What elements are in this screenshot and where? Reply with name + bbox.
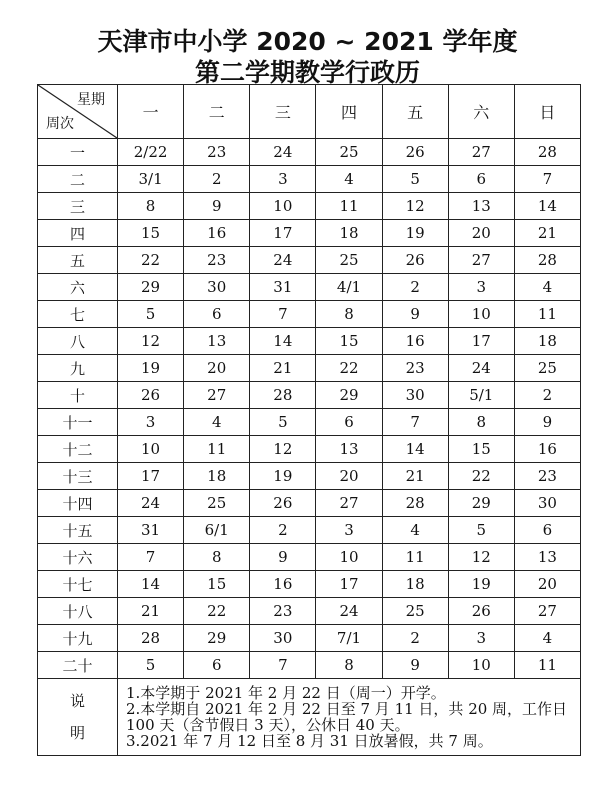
- week-row: [38, 328, 581, 355]
- day-cell: 25: [316, 247, 382, 274]
- day-cell: 6: [448, 166, 514, 193]
- header-row: [38, 85, 581, 139]
- day-cell: 4/1: [316, 274, 382, 301]
- day-cell: 7/1: [316, 625, 382, 652]
- day-cell: 2: [382, 274, 448, 301]
- day-cell: 31: [118, 517, 184, 544]
- day-cell: 5: [118, 301, 184, 328]
- week-row: [38, 625, 581, 652]
- week-row: [38, 247, 581, 274]
- day-cell: 4: [184, 409, 250, 436]
- day-cell: 16: [250, 571, 316, 598]
- day-cell: 11: [382, 544, 448, 571]
- day-cell: 30: [382, 382, 448, 409]
- day-cell: 24: [118, 490, 184, 517]
- week-label: 五: [38, 247, 118, 274]
- day-cell: 26: [382, 247, 448, 274]
- day-cell: 29: [448, 490, 514, 517]
- day-cell: 6: [184, 301, 250, 328]
- day-cell: 3: [118, 409, 184, 436]
- day-cell: 14: [514, 193, 580, 220]
- day-cell: 19: [448, 571, 514, 598]
- weekday-header: 五: [382, 85, 448, 139]
- day-cell: 24: [316, 598, 382, 625]
- day-cell: 23: [382, 355, 448, 382]
- day-cell: 20: [514, 571, 580, 598]
- day-cell: 5: [382, 166, 448, 193]
- week-row: [38, 382, 581, 409]
- day-cell: 22: [448, 463, 514, 490]
- day-cell: 23: [250, 598, 316, 625]
- day-cell: 17: [118, 463, 184, 490]
- day-cell: 6: [514, 517, 580, 544]
- corner-cell: [38, 85, 118, 139]
- day-cell: 28: [118, 625, 184, 652]
- day-cell: 7: [250, 652, 316, 679]
- day-cell: 17: [448, 328, 514, 355]
- week-label: 十二: [38, 436, 118, 463]
- day-cell: 2: [184, 166, 250, 193]
- day-cell: 29: [118, 274, 184, 301]
- week-row: [38, 139, 581, 166]
- week-row: [38, 409, 581, 436]
- day-cell: 6: [184, 652, 250, 679]
- day-cell: 28: [382, 490, 448, 517]
- day-cell: 21: [118, 598, 184, 625]
- day-cell: 23: [184, 247, 250, 274]
- note-item: 1.本学期于 2021 年 2 月 22 日（周一）开学。: [126, 684, 446, 702]
- day-cell: 7: [118, 544, 184, 571]
- day-cell: 20: [316, 463, 382, 490]
- day-cell: 4: [514, 274, 580, 301]
- week-row: [38, 571, 581, 598]
- day-cell: 9: [514, 409, 580, 436]
- day-cell: 19: [382, 220, 448, 247]
- day-cell: 3/1: [118, 166, 184, 193]
- notes-label-char: 明: [69, 724, 85, 742]
- week-row: [38, 490, 581, 517]
- notes-row: [38, 679, 581, 756]
- day-cell: 24: [250, 247, 316, 274]
- day-cell: 12: [448, 544, 514, 571]
- day-cell: 9: [382, 652, 448, 679]
- week-row: [38, 220, 581, 247]
- week-label: 二十: [38, 652, 118, 679]
- day-cell: 28: [250, 382, 316, 409]
- day-cell: 23: [184, 139, 250, 166]
- day-cell: 5: [118, 652, 184, 679]
- day-cell: 25: [514, 355, 580, 382]
- day-cell: 7: [514, 166, 580, 193]
- day-cell: 15: [118, 220, 184, 247]
- week-label: 十三: [38, 463, 118, 490]
- day-cell: 3: [250, 166, 316, 193]
- day-cell: 6: [316, 409, 382, 436]
- day-cell: 11: [184, 436, 250, 463]
- day-cell: 12: [250, 436, 316, 463]
- weekday-header: 三: [250, 85, 316, 139]
- week-label: 八: [38, 328, 118, 355]
- weekday-header: 日: [514, 85, 580, 139]
- day-cell: 4: [382, 517, 448, 544]
- day-cell: 15: [316, 328, 382, 355]
- day-cell: 16: [514, 436, 580, 463]
- day-cell: 9: [184, 193, 250, 220]
- day-cell: 24: [250, 139, 316, 166]
- day-cell: 27: [316, 490, 382, 517]
- day-cell: 12: [118, 328, 184, 355]
- day-cell: 30: [184, 274, 250, 301]
- day-cell: 15: [448, 436, 514, 463]
- day-cell: 28: [514, 139, 580, 166]
- day-cell: 7: [382, 409, 448, 436]
- day-cell: 10: [448, 652, 514, 679]
- day-cell: 20: [448, 220, 514, 247]
- notes-label-char: 说: [69, 692, 85, 710]
- day-cell: 8: [316, 652, 382, 679]
- day-cell: 5/1: [448, 382, 514, 409]
- day-cell: 31: [250, 274, 316, 301]
- day-cell: 13: [184, 328, 250, 355]
- weekday-header: 四: [316, 85, 382, 139]
- title-line-2: 第二学期教学行政历: [194, 58, 420, 87]
- week-row: [38, 598, 581, 625]
- day-cell: 14: [382, 436, 448, 463]
- week-row: [38, 436, 581, 463]
- day-cell: 30: [514, 490, 580, 517]
- day-cell: 8: [184, 544, 250, 571]
- week-row: [38, 652, 581, 679]
- day-cell: 14: [118, 571, 184, 598]
- day-cell: 2: [382, 625, 448, 652]
- day-cell: 5: [448, 517, 514, 544]
- day-cell: 26: [118, 382, 184, 409]
- day-cell: 25: [382, 598, 448, 625]
- day-cell: 7: [250, 301, 316, 328]
- day-cell: 17: [250, 220, 316, 247]
- week-label: 十五: [38, 517, 118, 544]
- week-label: 十六: [38, 544, 118, 571]
- week-label: 二: [38, 166, 118, 193]
- day-cell: 12: [382, 193, 448, 220]
- day-cell: 23: [514, 463, 580, 490]
- day-cell: 8: [448, 409, 514, 436]
- day-cell: 3: [316, 517, 382, 544]
- day-cell: 13: [448, 193, 514, 220]
- day-cell: 21: [514, 220, 580, 247]
- day-cell: 22: [118, 247, 184, 274]
- day-cell: 4: [316, 166, 382, 193]
- week-row: [38, 355, 581, 382]
- day-cell: 22: [184, 598, 250, 625]
- week-label: 三: [38, 193, 118, 220]
- day-cell: 2: [250, 517, 316, 544]
- day-cell: 16: [184, 220, 250, 247]
- week-label: 一: [38, 139, 118, 166]
- day-cell: 17: [316, 571, 382, 598]
- weekday-header: 二: [184, 85, 250, 139]
- notes-label: [38, 679, 118, 756]
- day-cell: 13: [514, 544, 580, 571]
- week-label: 十一: [38, 409, 118, 436]
- day-cell: 2: [514, 382, 580, 409]
- week-row: [38, 193, 581, 220]
- day-cell: 11: [514, 652, 580, 679]
- week-label: 七: [38, 301, 118, 328]
- week-label: 九: [38, 355, 118, 382]
- day-cell: 2/22: [118, 139, 184, 166]
- day-cell: 18: [184, 463, 250, 490]
- week-label: 四: [38, 220, 118, 247]
- day-cell: 22: [316, 355, 382, 382]
- day-cell: 26: [382, 139, 448, 166]
- day-cell: 27: [514, 598, 580, 625]
- day-cell: 25: [184, 490, 250, 517]
- day-cell: 9: [382, 301, 448, 328]
- day-cell: 11: [316, 193, 382, 220]
- day-cell: 8: [118, 193, 184, 220]
- day-cell: 11: [514, 301, 580, 328]
- day-cell: 18: [514, 328, 580, 355]
- week-row: [38, 301, 581, 328]
- weekday-header: 六: [448, 85, 514, 139]
- day-cell: 4: [514, 625, 580, 652]
- day-cell: 15: [184, 571, 250, 598]
- day-cell: 20: [184, 355, 250, 382]
- day-cell: 24: [448, 355, 514, 382]
- week-label: 十四: [38, 490, 118, 517]
- week-label: 十七: [38, 571, 118, 598]
- notes-content: [118, 679, 581, 756]
- day-cell: 10: [250, 193, 316, 220]
- day-cell: 19: [118, 355, 184, 382]
- day-cell: 10: [316, 544, 382, 571]
- week-label: 六: [38, 274, 118, 301]
- week-label: 十八: [38, 598, 118, 625]
- day-cell: 13: [316, 436, 382, 463]
- day-cell: 27: [184, 382, 250, 409]
- day-cell: 27: [448, 247, 514, 274]
- day-cell: 10: [448, 301, 514, 328]
- day-cell: 8: [316, 301, 382, 328]
- day-cell: 18: [382, 571, 448, 598]
- calendar-table: [37, 84, 581, 756]
- day-cell: 9: [250, 544, 316, 571]
- note-item: 2.本学期自 2021 年 2 月 22 日至 7 月 11 日，共 20 周，工作日 100 天（含节假日 3 天），公休日 40 天。: [126, 700, 568, 734]
- day-cell: 3: [448, 274, 514, 301]
- corner-weekday-label: 星期: [77, 92, 105, 108]
- day-cell: 27: [448, 139, 514, 166]
- day-cell: 19: [250, 463, 316, 490]
- day-cell: 26: [448, 598, 514, 625]
- week-label: 十九: [38, 625, 118, 652]
- week-row: [38, 274, 581, 301]
- week-row: [38, 544, 581, 571]
- title-line-1: 天津市中小学 2020 ~ 2021 学年度: [97, 27, 518, 56]
- week-row: [38, 517, 581, 544]
- day-cell: 26: [250, 490, 316, 517]
- day-cell: 29: [316, 382, 382, 409]
- corner-week-label: 周次: [46, 116, 74, 132]
- day-cell: 14: [250, 328, 316, 355]
- day-cell: 29: [184, 625, 250, 652]
- day-cell: 21: [382, 463, 448, 490]
- weekday-header: 一: [118, 85, 184, 139]
- day-cell: 10: [118, 436, 184, 463]
- day-cell: 5: [250, 409, 316, 436]
- day-cell: 30: [250, 625, 316, 652]
- day-cell: 18: [316, 220, 382, 247]
- week-row: [38, 463, 581, 490]
- day-cell: 6/1: [184, 517, 250, 544]
- week-label: 十: [38, 382, 118, 409]
- day-cell: 25: [316, 139, 382, 166]
- day-cell: 3: [448, 625, 514, 652]
- day-cell: 28: [514, 247, 580, 274]
- day-cell: 21: [250, 355, 316, 382]
- note-item: 3.2021 年 7 月 12 日至 8 月 31 日放暑假，共 7 周。: [126, 732, 493, 750]
- week-row: [38, 166, 581, 193]
- day-cell: 16: [382, 328, 448, 355]
